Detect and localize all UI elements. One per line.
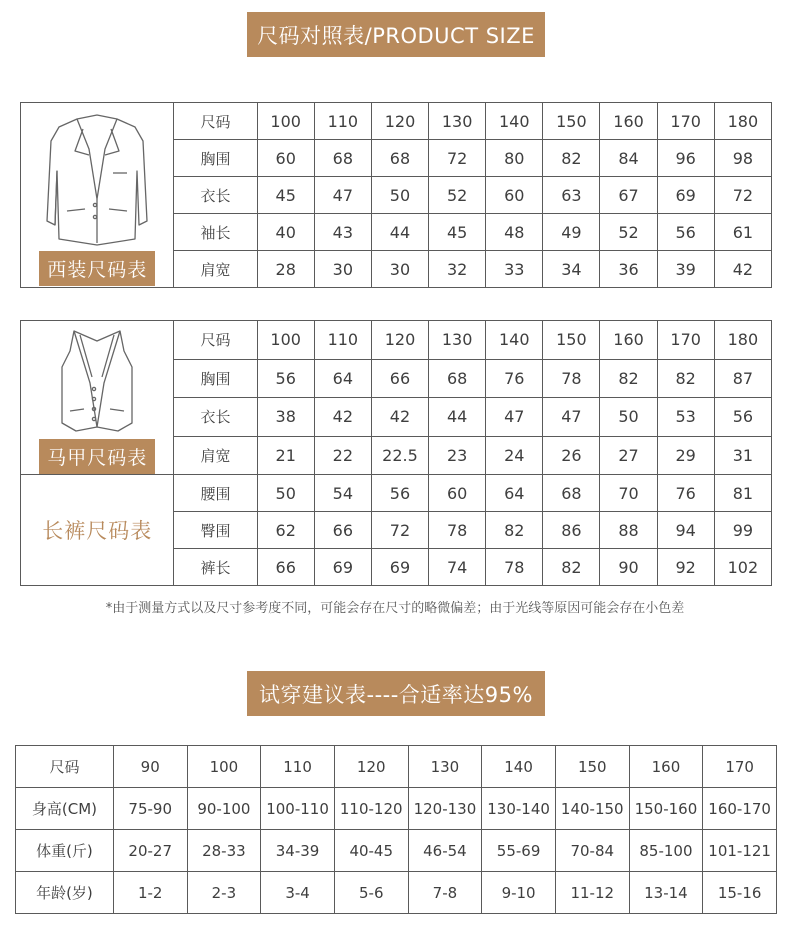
table-cell: 7-8 xyxy=(408,872,482,914)
table-cell: 68 xyxy=(429,359,486,398)
table-cell: 26 xyxy=(543,436,600,475)
table-cell: 69 xyxy=(371,549,428,586)
table-cell: 120-130 xyxy=(408,788,482,830)
table-cell: 120 xyxy=(371,321,428,360)
table-row xyxy=(16,746,777,788)
table-cell: 130 xyxy=(429,321,486,360)
table-cell: 44 xyxy=(429,398,486,437)
table-cell: 170 xyxy=(657,103,714,140)
table-cell: 50 xyxy=(257,475,314,512)
table-cell: 68 xyxy=(314,140,371,177)
table-cell: 85-100 xyxy=(629,830,703,872)
row-header: 袖长 xyxy=(174,214,257,251)
table-cell: 56 xyxy=(257,359,314,398)
table-cell: 44 xyxy=(371,214,428,251)
table-cell: 82 xyxy=(486,512,543,549)
suit-chart-label: 西装尺码表 xyxy=(39,251,155,286)
table-cell: 92 xyxy=(657,549,714,586)
table-cell: 52 xyxy=(600,214,657,251)
table-cell: 23 xyxy=(429,436,486,475)
table-cell: 88 xyxy=(600,512,657,549)
suit-jacket-icon xyxy=(37,111,157,249)
row-header: 臀围 xyxy=(174,512,257,549)
table-cell: 33 xyxy=(486,251,543,288)
table-cell: 34-39 xyxy=(261,830,335,872)
table-cell: 22 xyxy=(314,436,371,475)
table-cell: 50 xyxy=(371,177,428,214)
table-cell: 61 xyxy=(714,214,771,251)
table-cell: 90 xyxy=(113,746,187,788)
table-cell: 45 xyxy=(257,177,314,214)
table-cell: 49 xyxy=(543,214,600,251)
table-cell: 150-160 xyxy=(629,788,703,830)
row-header: 尺码 xyxy=(174,103,257,140)
table-cell: 56 xyxy=(371,475,428,512)
table-cell: 72 xyxy=(714,177,771,214)
table-cell: 84 xyxy=(600,140,657,177)
table-cell: 68 xyxy=(371,140,428,177)
table-cell: 70-84 xyxy=(555,830,629,872)
table-cell: 66 xyxy=(314,512,371,549)
table-cell: 120 xyxy=(371,103,428,140)
table-cell: 30 xyxy=(314,251,371,288)
table-cell: 5-6 xyxy=(334,872,408,914)
table-cell: 46-54 xyxy=(408,830,482,872)
table-cell: 150 xyxy=(543,103,600,140)
table-cell: 100 xyxy=(257,103,314,140)
vest-pants-size-table xyxy=(20,320,772,586)
table-cell: 21 xyxy=(257,436,314,475)
table-cell: 160 xyxy=(600,103,657,140)
table-cell: 72 xyxy=(429,140,486,177)
table-cell: 110 xyxy=(261,746,335,788)
table-cell: 55-69 xyxy=(482,830,556,872)
table-cell: 13-14 xyxy=(629,872,703,914)
table-cell: 20-27 xyxy=(113,830,187,872)
table-cell: 22.5 xyxy=(371,436,428,475)
table-cell: 140 xyxy=(486,103,543,140)
table-cell: 34 xyxy=(543,251,600,288)
table-cell: 62 xyxy=(257,512,314,549)
table-cell: 78 xyxy=(486,549,543,586)
table-cell: 60 xyxy=(257,140,314,177)
table-cell: 40-45 xyxy=(334,830,408,872)
table-cell: 170 xyxy=(703,746,777,788)
table-cell: 64 xyxy=(314,359,371,398)
table-cell: 50 xyxy=(600,398,657,437)
table-cell: 78 xyxy=(543,359,600,398)
table-cell: 101-121 xyxy=(703,830,777,872)
table-cell: 69 xyxy=(657,177,714,214)
table-cell: 39 xyxy=(657,251,714,288)
table-cell: 110-120 xyxy=(334,788,408,830)
table-cell: 38 xyxy=(257,398,314,437)
table-cell: 30 xyxy=(371,251,428,288)
table-cell: 28-33 xyxy=(187,830,261,872)
table-cell: 130 xyxy=(429,103,486,140)
table-cell: 45 xyxy=(429,214,486,251)
table-cell: 102 xyxy=(714,549,771,586)
table-cell: 94 xyxy=(657,512,714,549)
table-row xyxy=(16,830,777,872)
table-cell: 48 xyxy=(486,214,543,251)
table-cell: 40 xyxy=(257,214,314,251)
table-cell: 63 xyxy=(543,177,600,214)
table-cell: 66 xyxy=(257,549,314,586)
table-cell: 70 xyxy=(600,475,657,512)
table-cell: 64 xyxy=(486,475,543,512)
table-cell: 110 xyxy=(314,321,371,360)
suit-size-table xyxy=(20,102,772,288)
table-cell: 27 xyxy=(600,436,657,475)
table-cell: 160 xyxy=(629,746,703,788)
table-cell: 60 xyxy=(429,475,486,512)
table-cell: 31 xyxy=(714,436,771,475)
table-cell: 170 xyxy=(657,321,714,360)
table-cell: 160-170 xyxy=(703,788,777,830)
table-cell: 150 xyxy=(543,321,600,360)
vest-icon xyxy=(52,327,142,437)
table-cell: 43 xyxy=(314,214,371,251)
table-cell: 56 xyxy=(657,214,714,251)
table-cell: 68 xyxy=(543,475,600,512)
row-header: 裤长 xyxy=(174,549,257,586)
table-row xyxy=(21,321,772,360)
table-row xyxy=(16,872,777,914)
table-cell: 82 xyxy=(600,359,657,398)
fit-suggestion-banner: 试穿建议表----合适率达95% xyxy=(247,671,545,716)
table-cell: 60 xyxy=(486,177,543,214)
table-cell: 9-10 xyxy=(482,872,556,914)
table-cell: 90-100 xyxy=(187,788,261,830)
table-cell: 11-12 xyxy=(555,872,629,914)
table-cell: 29 xyxy=(657,436,714,475)
table-row xyxy=(21,103,772,140)
table-cell: 96 xyxy=(657,140,714,177)
table-cell: 36 xyxy=(600,251,657,288)
table-cell: 140 xyxy=(482,746,556,788)
table-cell: 47 xyxy=(543,398,600,437)
table-cell: 82 xyxy=(543,549,600,586)
table-cell: 82 xyxy=(543,140,600,177)
table-cell: 87 xyxy=(714,359,771,398)
table-cell: 76 xyxy=(657,475,714,512)
size-chart-banner: 尺码对照表/PRODUCT SIZE xyxy=(247,12,545,57)
table-cell: 80 xyxy=(486,140,543,177)
table-cell: 42 xyxy=(371,398,428,437)
table-row xyxy=(21,475,772,512)
table-cell: 98 xyxy=(714,140,771,177)
table-cell: 54 xyxy=(314,475,371,512)
table-cell: 81 xyxy=(714,475,771,512)
table-cell: 32 xyxy=(429,251,486,288)
fit-suggestion-table xyxy=(15,745,777,914)
table-cell: 42 xyxy=(714,251,771,288)
row-header: 衣长 xyxy=(174,398,257,437)
table-cell: 1-2 xyxy=(113,872,187,914)
table-cell: 52 xyxy=(429,177,486,214)
table-cell: 180 xyxy=(714,103,771,140)
table-cell: 140 xyxy=(486,321,543,360)
table-cell: 47 xyxy=(314,177,371,214)
table-cell: 69 xyxy=(314,549,371,586)
garment-illustration-cell xyxy=(21,103,174,288)
table-cell: 15-16 xyxy=(703,872,777,914)
table-cell: 72 xyxy=(371,512,428,549)
row-header: 肩宽 xyxy=(174,436,257,475)
table-cell: 42 xyxy=(314,398,371,437)
table-cell: 140-150 xyxy=(555,788,629,830)
row-header: 尺码 xyxy=(174,321,257,360)
table-cell: 74 xyxy=(429,549,486,586)
table-cell: 100 xyxy=(257,321,314,360)
table-cell: 120 xyxy=(334,746,408,788)
row-header: 体重(斤) xyxy=(16,830,114,872)
garment-illustration-cell xyxy=(21,475,174,586)
table-cell: 56 xyxy=(714,398,771,437)
table-cell: 47 xyxy=(486,398,543,437)
table-cell: 2-3 xyxy=(187,872,261,914)
table-cell: 78 xyxy=(429,512,486,549)
garment-illustration-cell xyxy=(21,321,174,475)
vest-chart-label: 马甲尺码表 xyxy=(39,439,155,474)
table-cell: 180 xyxy=(714,321,771,360)
pants-chart-label: 长裤尺码表 xyxy=(42,519,153,543)
table-cell: 100-110 xyxy=(261,788,335,830)
table-cell: 99 xyxy=(714,512,771,549)
table-cell: 130-140 xyxy=(482,788,556,830)
table-cell: 3-4 xyxy=(261,872,335,914)
table-cell: 90 xyxy=(600,549,657,586)
table-cell: 130 xyxy=(408,746,482,788)
table-cell: 67 xyxy=(600,177,657,214)
table-cell: 100 xyxy=(187,746,261,788)
table-cell: 82 xyxy=(657,359,714,398)
table-cell: 150 xyxy=(555,746,629,788)
row-header: 腰围 xyxy=(174,475,257,512)
row-header: 尺码 xyxy=(16,746,114,788)
row-header: 年龄(岁) xyxy=(16,872,114,914)
table-cell: 24 xyxy=(486,436,543,475)
table-cell: 53 xyxy=(657,398,714,437)
row-header: 身高(CM) xyxy=(16,788,114,830)
row-header: 胸围 xyxy=(174,359,257,398)
table-cell: 75-90 xyxy=(113,788,187,830)
table-row xyxy=(16,788,777,830)
table-cell: 28 xyxy=(257,251,314,288)
table-cell: 66 xyxy=(371,359,428,398)
row-header: 肩宽 xyxy=(174,251,257,288)
table-cell: 86 xyxy=(543,512,600,549)
row-header: 衣长 xyxy=(174,177,257,214)
table-cell: 76 xyxy=(486,359,543,398)
table-cell: 110 xyxy=(314,103,371,140)
table-cell: 160 xyxy=(600,321,657,360)
row-header: 胸围 xyxy=(174,140,257,177)
disclaimer-note: *由于测量方式以及尺寸参考度不同，可能会存在尺寸的略微偏差；由于光线等原因可能会存在小色差 xyxy=(105,601,685,616)
